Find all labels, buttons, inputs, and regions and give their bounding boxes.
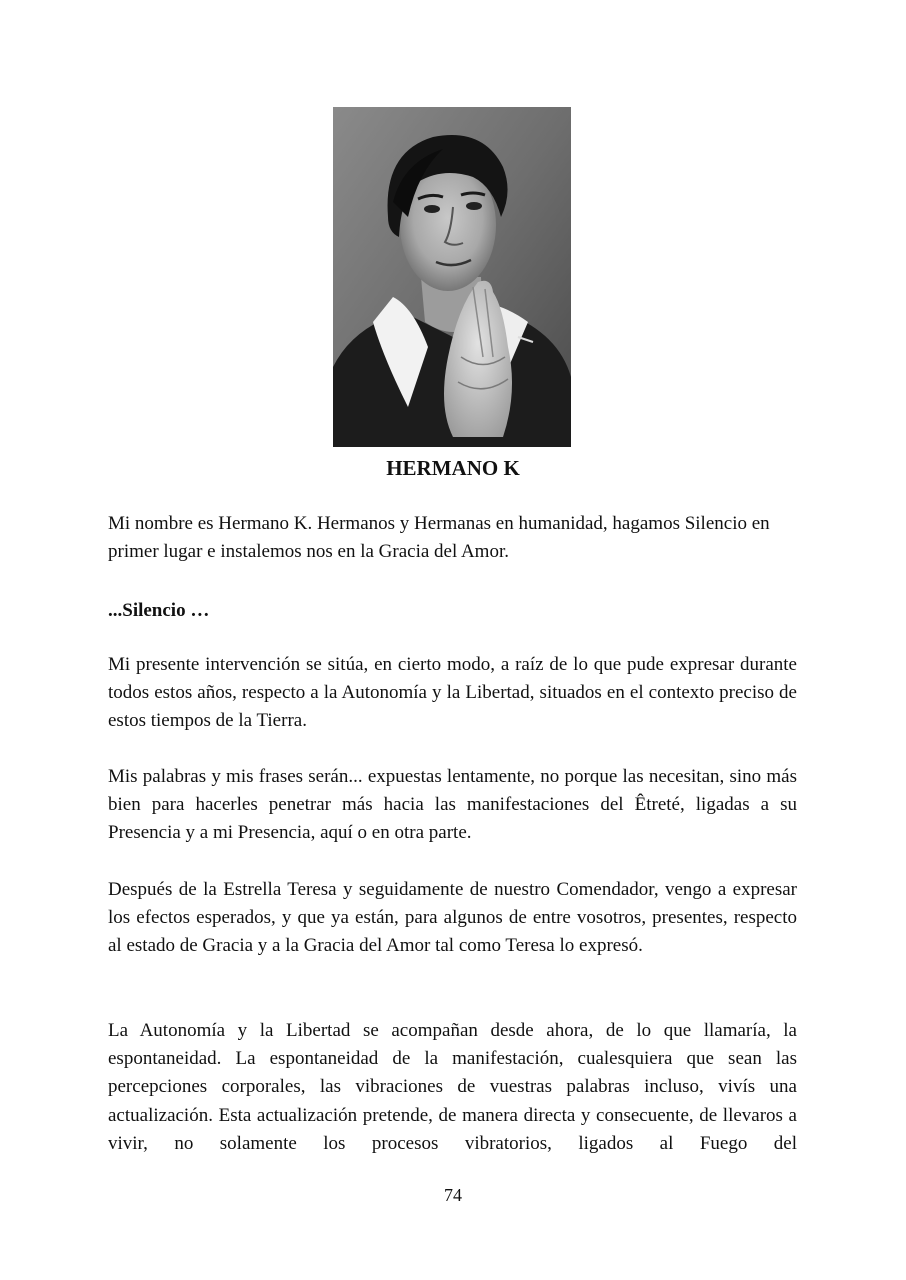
page-title: HERMANO K <box>386 456 520 480</box>
paragraph-3: Después de la Estrella Teresa y seguidamente de nuestro Comendador, vengo a expresar los efectos esperados, y que ya están, para algunos de entre vosotros, presentes, respecto al estado de Gracia y a la Gracia del Amor tal como Teresa lo expresó. <box>108 879 797 957</box>
page-number: 74 <box>444 1185 462 1205</box>
paragraph-2: Mis palabras y mis frases serán... expuestas lentamente, no porque las necesitan, sino más bien para hacerles penetrar más hacia las manifestaciones del Êtreté, ligadas a su Presencia y a mi Presencia, aquí o en otra parte. <box>108 766 797 844</box>
portrait-icon <box>333 107 571 447</box>
paragraph-1: Mi presente intervención se sitúa, en cierto modo, a raíz de lo que pude expresar durante todos estos años, respecto a la Autonomía y la Libertad, situados en el contexto preciso de estos tiempos de la Tierra. <box>108 654 797 732</box>
paragraph-intro: Mi nombre es Hermano K. Hermanos y Hermanas en humanidad, hagamos Silencio en primer lugar e instalemos nos en la Gracia del Amor. <box>108 513 770 563</box>
paragraph-4: La Autonomía y la Libertad se acompañan desde ahora, de lo que llamaría, la espontaneidad. La espontaneidad de la manifestación, cualesquiera que sean las percepciones corporales, las vibraciones de vuestras palabras incluso, vivís una actualización. Esta actualización pretende, de manera directa y consecuente, de llevaros a vivir, no solamente los procesos vibratorios, ligados al Fuego del <box>108 1020 797 1154</box>
silence-line: ...Silencio … <box>108 600 210 621</box>
portrait-photo <box>333 107 571 447</box>
